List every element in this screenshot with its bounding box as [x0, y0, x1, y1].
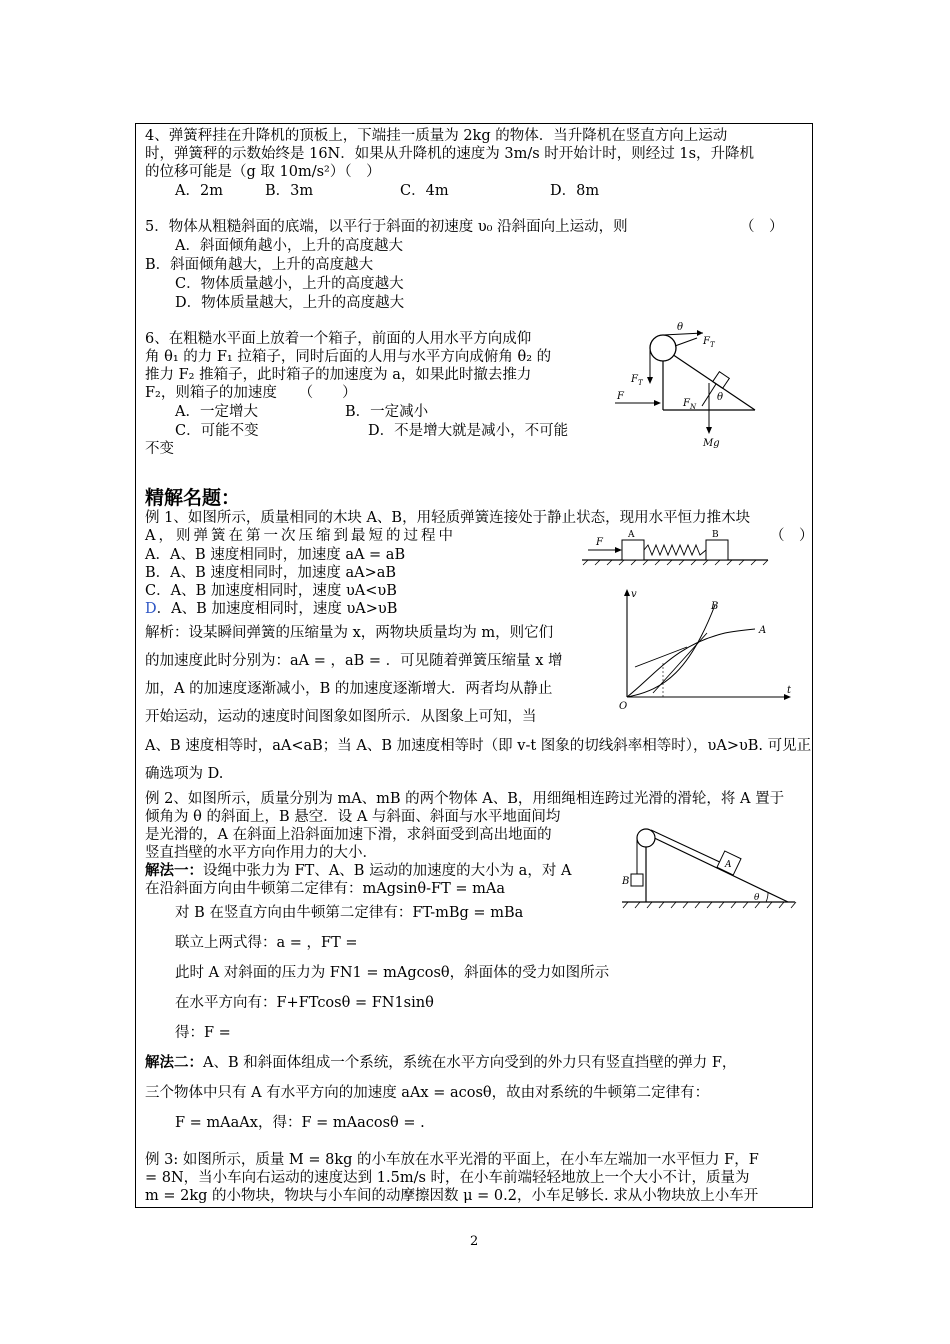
ex2-method1-line6: 在水平方向有：F+FTcosθ = FN1sinθ [175, 995, 434, 1011]
q6-line1: 6、在粗糙水平面上放着一个箱子，前面的人用水平方向成仰 [145, 331, 532, 347]
ex1-fig-label-f: F [596, 537, 603, 548]
ex3-line1: 例 3: 如图所示，质量 M = 8kg 的小车放在水平光滑的平面上，在小车左端加一水平恒力 F，F [145, 1152, 759, 1168]
section-title: 精解名题： [145, 487, 241, 509]
ex2-incline-diagram [620, 820, 800, 915]
ex2-fig-label-b: B [622, 876, 630, 887]
ex1-option-d-text: ．A、B 加速度相同时，速度 υA>υB [156, 601, 398, 617]
q4-line3: 的位移可能是（g 取 10m/s²）（ ） [145, 164, 381, 180]
q5-stem: 5．物体从粗糙斜面的底端，以平行于斜面的初速度 υ₀ 沿斜面向上运动，则 [145, 219, 628, 235]
ex2-line2: 倾角为 θ 的斜面上，B 悬空．设 A 与斜面、斜面与水平地面间均 [145, 809, 561, 825]
ex1-solution-5: A、B 速度相等时，aA<aB；当 A、B 加速度相等时（即 v-t 图象的切线斜率相等时），υA>υB. 可见正 [145, 738, 812, 754]
ex2-method2-title: 解法二： [145, 1054, 203, 1071]
q6-line4: F₂，则箱子的加速度 （ ） [145, 385, 357, 401]
q5-option-a: A．斜面倾角越小，上升的高度越大 [175, 238, 403, 254]
q4-line2: 时，弹簧秤的示数始终是 16N．如果从升降机的速度为 3m/s 时开始计时，则经过 1s，升降机 [145, 146, 755, 162]
ex3-line3: m = 2kg 的小物块，物块与小车间的动摩擦因数 μ = 0.2，小车足够长. 求从小物块放上小车开 [145, 1188, 759, 1204]
ex1-option-d-letter: D [145, 601, 157, 617]
ex2-line4: 竖直挡壁的水平方向作用力的大小． [145, 845, 377, 861]
ex1-solution-3: 加，A 的加速度逐渐减小，B 的加速度逐渐增大．两者均从静止 [145, 681, 553, 697]
ex1-line2: A，则弹簧在第一次压缩到最短的过程中 [145, 528, 456, 544]
q4-line1: 4、弹簧秤挂在升降机的顶板上，下端挂一质量为 2kg 的物体．当升降机在竖直方向上运动 [145, 128, 728, 144]
ex1-bracket: （ ） [770, 528, 814, 544]
ex2-method1-line5: 此时 A 对斜面的压力为 FN1 = mAgcosθ，斜面体的受力如图所示 [175, 965, 610, 981]
page-number: 2 [470, 1234, 479, 1249]
ex1-solution-4: 开始运动，运动的速度时间图象如图所示．从图象上可知，当 [145, 709, 537, 725]
q5-option-b: B．斜面倾角越大，上升的高度越大 [145, 257, 374, 273]
ex2-method2-line2: 三个物体中只有 A 有水平方向的加速度 aAx = acosθ，故由对系统的牛顿第二定律有： [145, 1085, 710, 1101]
ex1-graph-label-a: A [759, 625, 767, 636]
q6-label-ft-left-sub: T [637, 379, 643, 387]
ex2-line1: 例 2、如图所示，质量分别为 mA、mB 的两个物体 A、B，用细绳相连跨过光滑的滑轮，将 A 置于 [145, 791, 785, 807]
ex1-spring-diagram [578, 528, 773, 566]
ex1-graph-label-v: v [631, 589, 637, 600]
q5-option-d: D．物体质量越大，上升的高度越大 [175, 295, 405, 311]
q5-option-c: C．物体质量越小，上升的高度越大 [175, 276, 404, 292]
q6-option-d: D．不是增大就是减小，不可能 [368, 423, 569, 439]
svg-text:FT [702, 336, 716, 349]
q6-label-fn: F [683, 398, 690, 409]
ex2-method1-line7: 得：F = [175, 1025, 231, 1041]
q6-option-d-cont: 不变 [145, 441, 174, 457]
q6-label-ft-sub: T [709, 341, 715, 349]
ex1-vt-graph [615, 585, 800, 715]
ex1-option-a: A．A、B 速度相同时，加速度 aA = aB [145, 547, 406, 563]
q5-bracket: （ ） [740, 219, 784, 235]
q4-option-b: B．3m [265, 183, 314, 199]
ex2-method2-text: A、B 和斜面体组成一个系统，系统在水平方向受到的外力只有竖直挡壁的弹力 F， [203, 1055, 737, 1071]
ex2-method1-line2: 在沿斜面方向由牛顿第二定律有：mAgsinθ-FT = mAa [145, 881, 506, 897]
ex3-line2: = 8N，当小车向右运动的速度达到 1.5m/s 时，在小车前端轻轻地放上一个大小不计，质量为 [145, 1170, 750, 1186]
ex2-method1-title: 解法一： [145, 862, 203, 879]
ex2-fig-label-a: A [725, 860, 732, 870]
q6-force-diagram [605, 318, 805, 458]
q6-option-a: A．一定增大 [175, 404, 258, 420]
ex1-solution-6: 确选项为 D. [145, 766, 224, 782]
q4-option-d: D．8m [550, 183, 600, 199]
ex2-fig-label-theta: θ [754, 893, 760, 903]
q4-option-c: C．4m [400, 183, 449, 199]
ex1-graph-label-b: B [711, 601, 719, 612]
q6-label-ft: F [703, 336, 710, 347]
q6-label-theta2: θ [717, 392, 724, 403]
ex1-fig-label-b: B [712, 530, 719, 540]
svg-text:FT [630, 374, 644, 387]
ex2-method1-line4: 联立上两式得：a = ，FT = [175, 935, 358, 951]
ex2-method1-line1 [145, 862, 571, 880]
ex1-line1: 例 1、如图所示，质量相同的木块 A、B，用轻质弹簧连接处于静止状态，现用水平恒力推木块 [145, 510, 751, 526]
q6-label-f: F [617, 391, 624, 402]
ex2-method1-line3: 对 B 在竖直方向由牛顿第二定律有：FT-mBg = mBa [175, 905, 524, 921]
q6-label-theta: θ [677, 322, 684, 333]
q4-option-a: A．2m [175, 183, 223, 199]
q6-label-mg: Mg [703, 438, 720, 449]
ex1-option-b: B．A、B 速度相同时，加速度 aA>aB [145, 565, 397, 581]
q6-option-c: C．可能不变 [175, 423, 259, 439]
ex2-method2-line3: F = mAaAx，得：F = mAacosθ = . [175, 1115, 425, 1131]
ex1-solution-1: 解析：设某瞬间弹簧的压缩量为 x，两物块质量均为 m，则它们 [145, 625, 554, 641]
ex1-graph-label-o: O [619, 701, 628, 712]
q6-option-b: B．一定减小 [345, 404, 429, 420]
ex1-option-c: C．A、B 加速度相同时，速度 υA<υB [145, 583, 397, 599]
ex1-option-d [145, 600, 397, 618]
ex2-method2-line1 [145, 1054, 736, 1072]
q6-line3: 推力 F₂ 推箱子，此时箱子的加速度为 a，如果此时撤去推力 [145, 367, 532, 383]
ex1-fig-label-a: A [628, 530, 635, 540]
ex1-solution-2: 的加速度此时分别为：aA = ，aB = ．可见随着弹簧压缩量 x 增 [145, 653, 563, 669]
svg-text:FN [682, 398, 697, 411]
q6-label-fn-sub: N [689, 403, 697, 411]
q6-label-ft-left: F [631, 374, 638, 385]
ex2-line3: 是光滑的，A 在斜面上沿斜面加速下滑，求斜面受到高出地面的 [145, 827, 552, 843]
q6-line2: 角 θ₁ 的力 F₁ 拉箱子，同时后面的人用与水平方向成俯角 θ₂ 的 [145, 349, 552, 365]
ex2-method1-text: 设绳中张力为 FT、A、B 运动的加速度的大小为 a，对 A [203, 863, 572, 879]
ex1-graph-label-t: t [787, 685, 792, 696]
